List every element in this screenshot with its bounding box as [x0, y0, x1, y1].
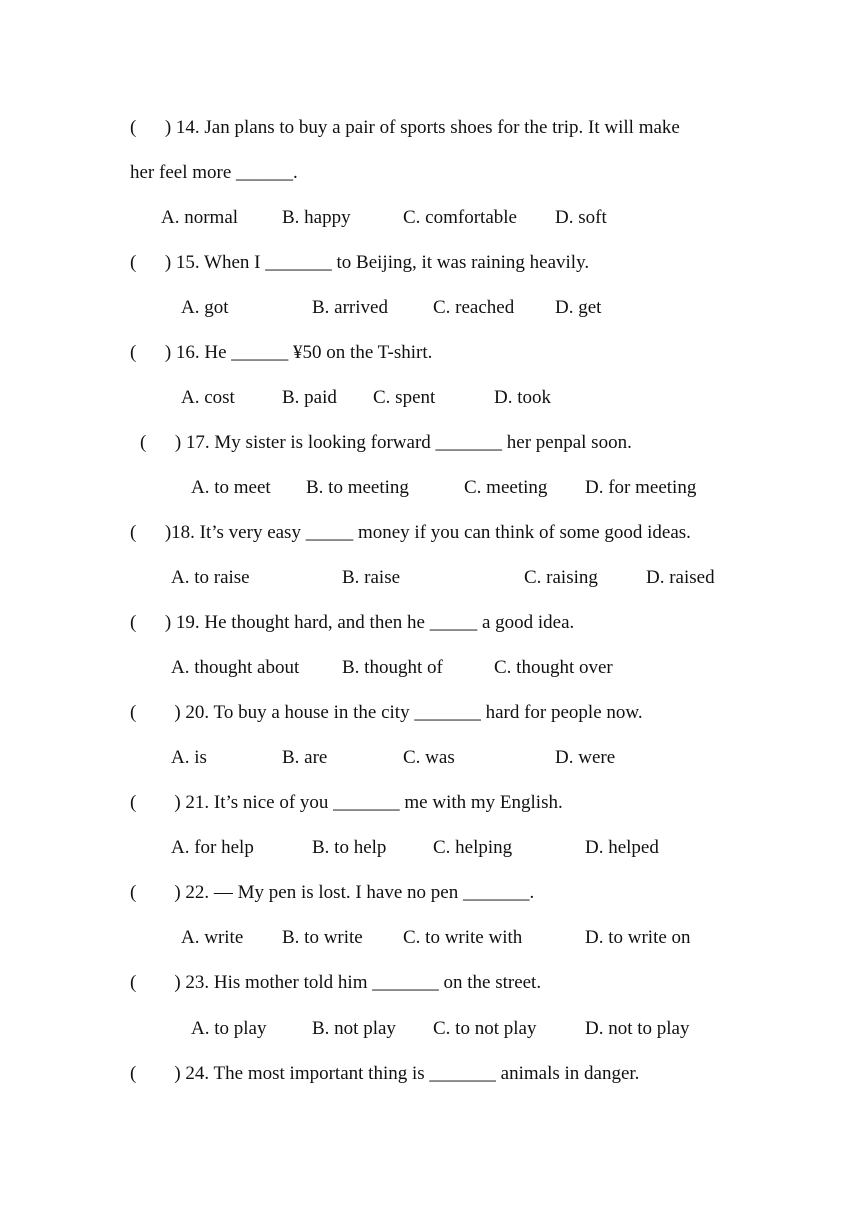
question-15-option-d: D. get	[555, 297, 602, 318]
question-22-line-1: ( ) 22. — My pen is lost. I have no pen _______.	[130, 882, 535, 903]
question-19-option-c: C. thought over	[494, 657, 613, 678]
question-19-option-a: A. thought about	[171, 657, 300, 678]
question-14-option-a: A. normal	[161, 207, 239, 228]
question-20-option-b: B. are	[282, 747, 328, 768]
question-19-line-1: ( ) 19. He thought hard, and then he _____ a good idea.	[130, 612, 575, 633]
question-16-option-d: D. took	[494, 387, 551, 408]
question-17-option-d: D. for meeting	[585, 477, 697, 498]
question-23-option-d: D. not to play	[585, 1018, 690, 1039]
question-20-option-c: C. was	[403, 747, 455, 768]
question-19-option-b: B. thought of	[342, 657, 443, 678]
question-18-option-c: C. raising	[524, 567, 598, 588]
question-22-option-c: C. to write with	[403, 927, 523, 948]
question-18-option-a: A. to raise	[171, 567, 250, 588]
question-23-line-1: ( ) 23. His mother told him _______ on the street.	[130, 972, 542, 993]
question-17-option-c: C. meeting	[464, 477, 548, 498]
question-21-option-a: A. for help	[171, 837, 254, 858]
question-18-option-b: B. raise	[342, 567, 401, 588]
question-22-option-b: B. to write	[282, 927, 363, 948]
question-21-option-c: C. helping	[433, 837, 513, 858]
question-22-option-a: A. write	[181, 927, 244, 948]
question-16-option-c: C. spent	[373, 387, 436, 408]
question-20-option-d: D. were	[555, 747, 616, 768]
question-22-option-d: D. to write on	[585, 927, 691, 948]
question-16-option-b: B. paid	[282, 387, 337, 408]
question-23-option-b: B. not play	[312, 1018, 396, 1039]
question-16-option-a: A. cost	[181, 387, 235, 408]
question-21-option-d: D. helped	[585, 837, 659, 858]
question-18-line-1: ( )18. It’s very easy _____ money if you can think of some good ideas.	[130, 522, 691, 543]
question-15-line-1: ( ) 15. When I _______ to Beijing, it was raining heavily.	[130, 252, 590, 273]
question-20-option-a: A. is	[171, 747, 207, 768]
question-14-line-1: ( ) 14. Jan plans to buy a pair of sports shoes for the trip. It will make	[130, 117, 680, 138]
question-17-option-a: A. to meet	[191, 477, 271, 498]
question-17-line-1: ( ) 17. My sister is looking forward _______ her penpal soon.	[140, 432, 632, 453]
question-15-option-a: A. got	[181, 297, 229, 318]
question-20-line-1: ( ) 20. To buy a house in the city _______ hard for people now.	[130, 702, 643, 723]
question-15-option-c: C. reached	[433, 297, 515, 318]
question-16-line-1: ( ) 16. He ______ ¥50 on the T-shirt.	[130, 342, 433, 363]
question-14-option-c: C. comfortable	[403, 207, 517, 228]
question-15-option-b: B. arrived	[312, 297, 388, 318]
question-23-option-c: C. to not play	[433, 1018, 537, 1039]
question-17-option-b: B. to meeting	[306, 477, 409, 498]
question-21-option-b: B. to help	[312, 837, 387, 858]
question-24-line-1: ( ) 24. The most important thing is _______ animals in danger.	[130, 1063, 640, 1084]
question-14-option-b: B. happy	[282, 207, 351, 228]
question-14-option-d: D. soft	[555, 207, 607, 228]
question-23-option-a: A. to play	[191, 1018, 267, 1039]
question-14-line-2: her feel more ______.	[130, 162, 298, 183]
question-21-line-1: ( ) 21. It’s nice of you _______ me with my English.	[130, 792, 563, 813]
question-18-option-d: D. raised	[646, 567, 715, 588]
